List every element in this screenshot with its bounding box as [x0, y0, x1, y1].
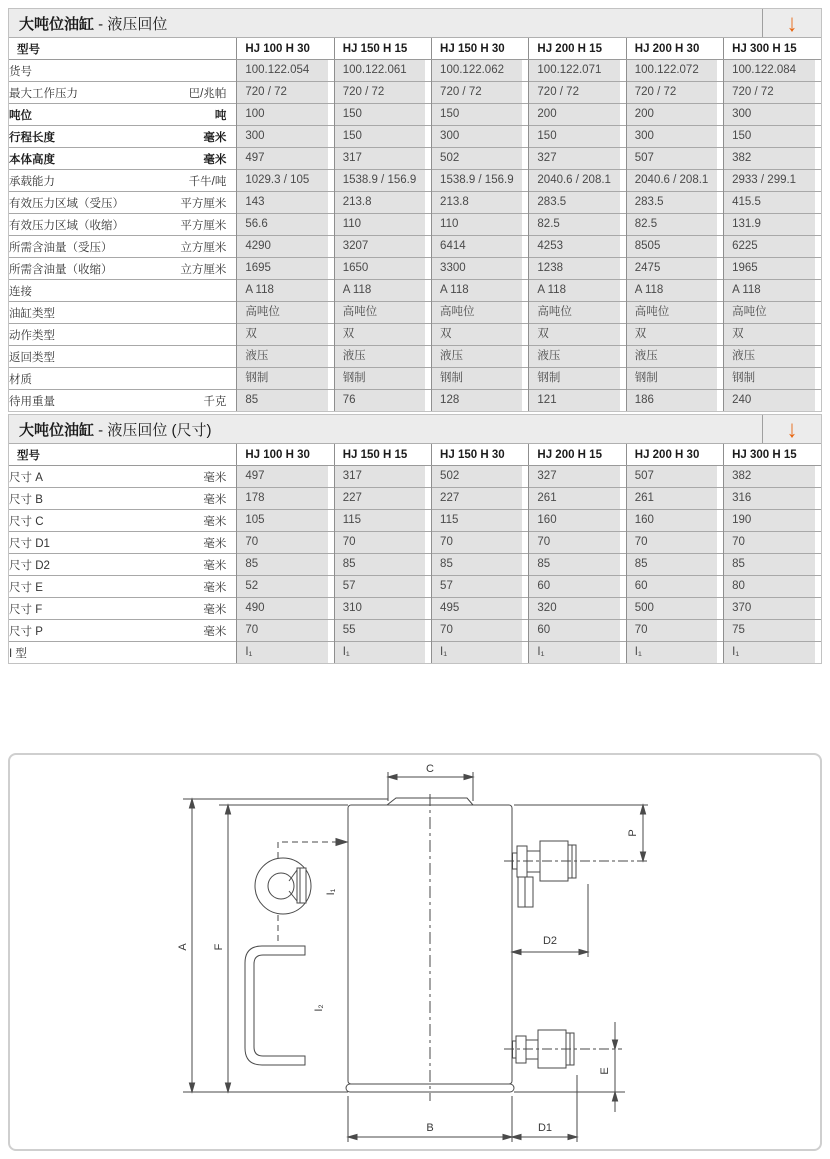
value-cell: 100.122.054	[237, 60, 334, 82]
value-cell: 507	[626, 466, 723, 488]
value-cell: 60	[529, 620, 626, 642]
value-cell: 720 / 72	[237, 82, 334, 104]
row-unit: 吨	[214, 109, 227, 122]
column-header: HJ 200 H 15	[529, 38, 626, 60]
value-cell: 100	[237, 104, 334, 126]
value-cell: 283.5	[529, 192, 626, 214]
value-cell: 382	[724, 466, 821, 488]
value-cell: 100.122.071	[529, 60, 626, 82]
value-cell: 高吨位	[432, 302, 529, 324]
value-cell: 213.8	[432, 192, 529, 214]
value-cell: 85	[432, 554, 529, 576]
value-cell: 300	[432, 126, 529, 148]
table-row	[9, 488, 821, 510]
value-cell: 高吨位	[626, 302, 723, 324]
section-title-main: 大吨位油缸	[19, 421, 95, 439]
row-label: 连接	[9, 285, 32, 298]
header-row	[9, 444, 821, 466]
row-label-cell	[9, 60, 237, 82]
value-cell: 100.122.061	[334, 60, 431, 82]
row-unit: 毫米	[203, 537, 227, 550]
value-cell: 70	[237, 620, 334, 642]
row-label: 货号	[9, 65, 32, 78]
dim-label-d1: D1	[537, 1122, 553, 1134]
value-cell: 150	[334, 126, 431, 148]
value-cell: 213.8	[334, 192, 431, 214]
value-cell: 300	[237, 126, 334, 148]
value-cell: 186	[626, 390, 723, 412]
value-cell: 1965	[724, 258, 821, 280]
table-row	[9, 302, 821, 324]
row-unit: 立方厘米	[180, 263, 227, 276]
value-cell: I₁	[237, 642, 334, 664]
cylinder-technical-drawing	[10, 755, 820, 1149]
value-cell: 85	[626, 554, 723, 576]
value-cell: 双	[432, 324, 529, 346]
value-cell: 6414	[432, 236, 529, 258]
orange-down-arrow-icon: ↓	[786, 9, 798, 37]
row-label: 本体高度	[9, 153, 55, 166]
value-cell: 52	[237, 576, 334, 598]
value-cell: 双	[334, 324, 431, 346]
value-cell: 150	[432, 104, 529, 126]
value-cell: 1695	[237, 258, 334, 280]
value-cell: 105	[237, 510, 334, 532]
value-cell: 75	[724, 620, 821, 642]
row-label-cell	[9, 302, 237, 324]
value-cell: 115	[432, 510, 529, 532]
row-unit: 毫米	[203, 471, 227, 484]
row-unit: 立方厘米	[180, 241, 227, 254]
row-label-cell	[9, 280, 237, 302]
row-unit: 千克	[203, 395, 227, 408]
value-cell: 200	[529, 104, 626, 126]
value-cell: I₁	[724, 642, 821, 664]
section-title-bar	[9, 9, 821, 38]
technical-drawing-frame	[8, 753, 822, 1151]
value-cell: 85	[529, 554, 626, 576]
value-cell: 720 / 72	[724, 82, 821, 104]
value-cell: 507	[626, 148, 723, 170]
value-cell: 高吨位	[724, 302, 821, 324]
value-cell: A 118	[626, 280, 723, 302]
table-row	[9, 148, 821, 170]
value-cell: 70	[237, 532, 334, 554]
value-cell: 8505	[626, 236, 723, 258]
value-cell: 钢制	[432, 368, 529, 390]
value-cell: 316	[724, 488, 821, 510]
value-cell: 190	[724, 510, 821, 532]
value-cell: 261	[626, 488, 723, 510]
value-cell: 310	[334, 598, 431, 620]
row-label: 材质	[9, 373, 32, 386]
value-cell: 382	[724, 148, 821, 170]
value-cell: 500	[626, 598, 723, 620]
row-label: 尺寸 D1	[9, 537, 50, 550]
value-cell: 3300	[432, 258, 529, 280]
row-unit: 毫米	[203, 131, 227, 144]
row-label-cell	[9, 192, 237, 214]
dim-label-c: C	[426, 763, 434, 775]
column-header: HJ 300 H 15	[724, 444, 821, 466]
table-row	[9, 126, 821, 148]
value-cell: 490	[237, 598, 334, 620]
value-cell: 497	[237, 148, 334, 170]
value-cell: 57	[334, 576, 431, 598]
value-cell: 317	[334, 148, 431, 170]
value-cell: A 118	[334, 280, 431, 302]
value-cell: 80	[724, 576, 821, 598]
row-label-cell	[9, 324, 237, 346]
value-cell: 261	[529, 488, 626, 510]
value-cell: 70	[626, 532, 723, 554]
dimension-table-section	[8, 414, 822, 664]
value-cell: 497	[237, 466, 334, 488]
value-cell: 76	[334, 390, 431, 412]
value-cell: 327	[529, 148, 626, 170]
section-title-sub: - 液压回位	[94, 15, 168, 33]
dim-label-f: F	[213, 943, 225, 951]
value-cell: 720 / 72	[432, 82, 529, 104]
value-cell: 160	[626, 510, 723, 532]
row-label-cell	[9, 510, 237, 532]
row-label-cell	[9, 390, 237, 412]
value-cell: 液压	[432, 346, 529, 368]
model-header-label: 型号	[9, 444, 237, 466]
value-cell: A 118	[432, 280, 529, 302]
value-cell: 双	[237, 324, 334, 346]
row-label-cell	[9, 488, 237, 510]
row-label: 尺寸 D2	[9, 559, 50, 572]
table-row	[9, 214, 821, 236]
value-cell: I₁	[432, 642, 529, 664]
orange-down-arrow-icon: ↓	[786, 415, 798, 443]
row-label-cell	[9, 214, 237, 236]
row-label: 尺寸 P	[9, 625, 43, 638]
value-cell: 720 / 72	[529, 82, 626, 104]
value-cell: 60	[626, 576, 723, 598]
value-cell: A 118	[724, 280, 821, 302]
value-cell: 82.5	[626, 214, 723, 236]
value-cell: 85	[237, 390, 334, 412]
value-cell: 82.5	[529, 214, 626, 236]
table-row	[9, 236, 821, 258]
value-cell: 钢制	[334, 368, 431, 390]
column-header: HJ 200 H 30	[626, 444, 723, 466]
row-label: 所需含油量（受压）	[9, 241, 113, 254]
table-row	[9, 192, 821, 214]
table-row	[9, 324, 821, 346]
value-cell: 1238	[529, 258, 626, 280]
value-cell: 70	[626, 620, 723, 642]
dim-label-b: B	[426, 1122, 434, 1134]
table-row	[9, 554, 821, 576]
table-row	[9, 598, 821, 620]
row-label: 动作类型	[9, 329, 55, 342]
spec-table-section	[8, 8, 822, 412]
value-cell: I₁	[529, 642, 626, 664]
column-header: HJ 200 H 15	[529, 444, 626, 466]
row-label: 承载能力	[9, 175, 55, 188]
dim-label-p: P	[627, 829, 639, 837]
value-cell: 143	[237, 192, 334, 214]
value-cell: 720 / 72	[334, 82, 431, 104]
row-unit: 毫米	[203, 515, 227, 528]
value-cell: 1029.3 / 105	[237, 170, 334, 192]
column-header: HJ 100 H 30	[237, 444, 334, 466]
table-row	[9, 170, 821, 192]
value-cell: 100.122.072	[626, 60, 723, 82]
dim-label-d2: D2	[542, 935, 558, 947]
value-cell: 100.122.084	[724, 60, 821, 82]
table-row	[9, 620, 821, 642]
value-cell: 178	[237, 488, 334, 510]
value-cell: 2933 / 299.1	[724, 170, 821, 192]
value-cell: 70	[529, 532, 626, 554]
value-cell: 液压	[237, 346, 334, 368]
row-label-cell	[9, 82, 237, 104]
value-cell: 液压	[724, 346, 821, 368]
value-cell: 85	[724, 554, 821, 576]
row-label: 有效压力区域（收缩）	[9, 219, 124, 232]
section-arrow-cell	[762, 415, 821, 443]
value-cell: 115	[334, 510, 431, 532]
row-unit: 巴/兆帕	[188, 87, 227, 100]
value-cell: 160	[529, 510, 626, 532]
value-cell: 200	[626, 104, 723, 126]
table-row	[9, 280, 821, 302]
value-cell: 液压	[334, 346, 431, 368]
value-cell: 2475	[626, 258, 723, 280]
section-title	[9, 415, 762, 443]
value-cell: 高吨位	[334, 302, 431, 324]
value-cell: 4253	[529, 236, 626, 258]
model-header-label: 型号	[9, 38, 237, 60]
row-unit: 毫米	[203, 581, 227, 594]
row-label-cell	[9, 346, 237, 368]
value-cell: 1538.9 / 156.9	[432, 170, 529, 192]
row-label-cell	[9, 126, 237, 148]
value-cell: 100.122.062	[432, 60, 529, 82]
value-cell: 502	[432, 148, 529, 170]
value-cell: 钢制	[724, 368, 821, 390]
row-label: I 型	[9, 647, 27, 660]
row-label: 吨位	[9, 109, 32, 122]
value-cell: 双	[724, 324, 821, 346]
spec-table	[9, 38, 821, 411]
value-cell: 55	[334, 620, 431, 642]
table-row	[9, 642, 821, 664]
value-cell: 70	[432, 620, 529, 642]
value-cell: 4290	[237, 236, 334, 258]
value-cell: 1538.9 / 156.9	[334, 170, 431, 192]
value-cell: 1650	[334, 258, 431, 280]
value-cell: 370	[724, 598, 821, 620]
value-cell: 502	[432, 466, 529, 488]
dim-label-a: A	[177, 943, 189, 951]
value-cell: 70	[724, 532, 821, 554]
row-label: 最大工作压力	[9, 87, 78, 100]
value-cell: 240	[724, 390, 821, 412]
section-arrow-cell	[762, 9, 821, 37]
column-header: HJ 150 H 15	[334, 38, 431, 60]
value-cell: 液压	[529, 346, 626, 368]
value-cell: 150	[334, 104, 431, 126]
value-cell: I₁	[334, 642, 431, 664]
row-unit: 平方厘米	[180, 197, 227, 210]
table-row	[9, 258, 821, 280]
row-label-cell	[9, 620, 237, 642]
value-cell: 3207	[334, 236, 431, 258]
column-header: HJ 100 H 30	[237, 38, 334, 60]
value-cell: 6225	[724, 236, 821, 258]
value-cell: 720 / 72	[626, 82, 723, 104]
row-label-cell	[9, 104, 237, 126]
value-cell: 双	[529, 324, 626, 346]
row-label: 尺寸 B	[9, 493, 43, 506]
row-label: 油缸类型	[9, 307, 55, 320]
table-row	[9, 368, 821, 390]
value-cell: 70	[334, 532, 431, 554]
row-label-cell	[9, 532, 237, 554]
dim-label-e: E	[599, 1067, 611, 1075]
dimension-table	[9, 444, 821, 663]
row-label: 所需含油量（收缩）	[9, 263, 113, 276]
value-cell: 131.9	[724, 214, 821, 236]
table-row	[9, 532, 821, 554]
value-cell: 56.6	[237, 214, 334, 236]
value-cell: 2040.6 / 208.1	[626, 170, 723, 192]
table-row	[9, 346, 821, 368]
value-cell: 227	[334, 488, 431, 510]
column-header: HJ 150 H 30	[432, 38, 529, 60]
value-cell: 128	[432, 390, 529, 412]
table-row	[9, 104, 821, 126]
row-label-cell	[9, 466, 237, 488]
value-cell: 300	[626, 126, 723, 148]
value-cell: 495	[432, 598, 529, 620]
row-label: 有效压力区域（受压）	[9, 197, 124, 210]
row-label: 返回类型	[9, 351, 55, 364]
row-label-cell	[9, 554, 237, 576]
dim-label-i2: I₂	[313, 1004, 325, 1012]
row-label-cell	[9, 170, 237, 192]
value-cell: 液压	[626, 346, 723, 368]
table-row	[9, 576, 821, 598]
row-label: 待用重量	[9, 395, 55, 408]
value-cell: 85	[237, 554, 334, 576]
row-unit: 毫米	[203, 493, 227, 506]
table-row	[9, 82, 821, 104]
value-cell: 150	[724, 126, 821, 148]
row-unit: 毫米	[203, 625, 227, 638]
value-cell: 283.5	[626, 192, 723, 214]
row-label-cell	[9, 236, 237, 258]
value-cell: 121	[529, 390, 626, 412]
row-label-cell	[9, 576, 237, 598]
section-title	[9, 9, 762, 37]
section-title-sub: - 液压回位 (尺寸)	[94, 421, 212, 439]
value-cell: 57	[432, 576, 529, 598]
value-cell: A 118	[529, 280, 626, 302]
value-cell: 钢制	[237, 368, 334, 390]
row-label-cell	[9, 258, 237, 280]
row-unit: 平方厘米	[180, 219, 227, 232]
row-label-cell	[9, 148, 237, 170]
column-header: HJ 200 H 30	[626, 38, 723, 60]
value-cell: 415.5	[724, 192, 821, 214]
row-label: 尺寸 E	[9, 581, 43, 594]
value-cell: A 118	[237, 280, 334, 302]
row-label-cell	[9, 368, 237, 390]
row-unit: 毫米	[203, 559, 227, 572]
value-cell: 110	[432, 214, 529, 236]
value-cell: 327	[529, 466, 626, 488]
value-cell: 钢制	[529, 368, 626, 390]
value-cell: I₁	[626, 642, 723, 664]
row-label: 尺寸 F	[9, 603, 43, 616]
row-label: 尺寸 A	[9, 471, 43, 484]
section-title-bar	[9, 415, 821, 444]
column-header: HJ 300 H 15	[724, 38, 821, 60]
value-cell: 317	[334, 466, 431, 488]
value-cell: 双	[626, 324, 723, 346]
row-unit: 毫米	[203, 603, 227, 616]
row-label: 尺寸 C	[9, 515, 44, 528]
column-header: HJ 150 H 15	[334, 444, 431, 466]
row-label-cell	[9, 642, 237, 664]
value-cell: 300	[724, 104, 821, 126]
table-row	[9, 390, 821, 412]
value-cell: 钢制	[626, 368, 723, 390]
row-unit: 毫米	[203, 153, 227, 166]
row-unit: 千牛/吨	[188, 175, 227, 188]
value-cell: 85	[334, 554, 431, 576]
column-header: HJ 150 H 30	[432, 444, 529, 466]
value-cell: 2040.6 / 208.1	[529, 170, 626, 192]
section-title-main: 大吨位油缸	[19, 15, 95, 33]
table-row	[9, 60, 821, 82]
row-label: 行程长度	[9, 131, 55, 144]
value-cell: 60	[529, 576, 626, 598]
table-row	[9, 466, 821, 488]
value-cell: 320	[529, 598, 626, 620]
value-cell: 150	[529, 126, 626, 148]
header-row	[9, 38, 821, 60]
value-cell: 70	[432, 532, 529, 554]
row-label-cell	[9, 598, 237, 620]
value-cell: 227	[432, 488, 529, 510]
value-cell: 高吨位	[237, 302, 334, 324]
table-row	[9, 510, 821, 532]
value-cell: 110	[334, 214, 431, 236]
dim-label-i1: I₁	[325, 888, 337, 896]
value-cell: 高吨位	[529, 302, 626, 324]
